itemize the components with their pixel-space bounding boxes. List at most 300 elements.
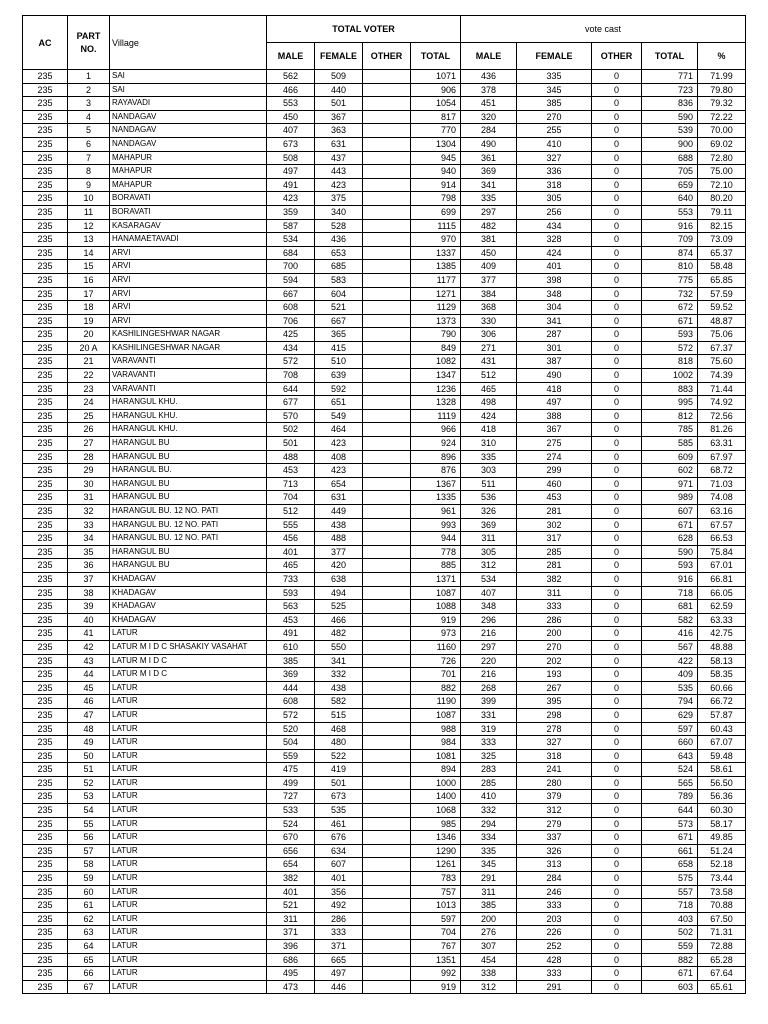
cell-other <box>363 586 411 600</box>
cell-total: 1373 <box>411 314 461 328</box>
cell-cast-other: 0 <box>592 708 642 722</box>
cell-male: 488 <box>267 450 315 464</box>
cell-village: LATUR <box>110 926 267 940</box>
cell-cast-total: 609 <box>642 450 698 464</box>
cell-other <box>363 572 411 586</box>
cell-male: 594 <box>267 273 315 287</box>
cell-village: HARANGUL BU <box>110 450 267 464</box>
header-village: Village <box>110 16 267 70</box>
cell-female: 367 <box>315 110 363 124</box>
cell-other <box>363 382 411 396</box>
cell-cast-other: 0 <box>592 572 642 586</box>
cell-female: 634 <box>315 844 363 858</box>
cell-male: 587 <box>267 219 315 233</box>
cell-village: HARANGUL BU. <box>110 464 267 478</box>
cell-part-no: 22 <box>68 369 110 383</box>
cell-percent: 59.48 <box>698 749 746 763</box>
cell-other <box>363 545 411 559</box>
cell-female: 631 <box>315 491 363 505</box>
cell-male: 654 <box>267 858 315 872</box>
cell-village: LATUR <box>110 967 267 981</box>
cell-cast-other: 0 <box>592 83 642 97</box>
table-row <box>23 980 746 994</box>
cell-cast-male: 490 <box>461 137 517 151</box>
cell-ac: 235 <box>23 722 68 736</box>
cell-cast-female: 193 <box>517 668 592 682</box>
cell-cast-total: 640 <box>642 192 698 206</box>
cell-cast-total: 723 <box>642 83 698 97</box>
cell-total: 885 <box>411 559 461 573</box>
cell-cast-male: 268 <box>461 681 517 695</box>
cell-ac: 235 <box>23 844 68 858</box>
cell-male: 572 <box>267 355 315 369</box>
cell-other <box>363 260 411 274</box>
cell-cast-other: 0 <box>592 477 642 491</box>
cell-total: 882 <box>411 681 461 695</box>
cell-other <box>363 110 411 124</box>
cell-village: KASHILINGESHWAR NAGAR <box>110 341 267 355</box>
cell-cast-male: 276 <box>461 926 517 940</box>
cell-total: 1346 <box>411 831 461 845</box>
cell-village: NANDAGAV <box>110 137 267 151</box>
cell-total: 778 <box>411 545 461 559</box>
cell-part-no: 47 <box>68 708 110 722</box>
cell-part-no: 44 <box>68 668 110 682</box>
cell-other <box>363 505 411 519</box>
cell-cast-total: 874 <box>642 246 698 260</box>
cell-percent: 42.75 <box>698 627 746 641</box>
cell-ac: 235 <box>23 409 68 423</box>
cell-total: 849 <box>411 341 461 355</box>
cell-cast-female: 284 <box>517 872 592 886</box>
cell-cast-total: 672 <box>642 301 698 315</box>
cell-female: 665 <box>315 953 363 967</box>
cell-cast-male: 305 <box>461 545 517 559</box>
cell-other <box>363 844 411 858</box>
cell-cast-other: 0 <box>592 192 642 206</box>
cell-part-no: 57 <box>68 844 110 858</box>
cell-cast-male: 320 <box>461 110 517 124</box>
cell-ac: 235 <box>23 137 68 151</box>
cell-cast-other: 0 <box>592 899 642 913</box>
cell-male: 684 <box>267 246 315 260</box>
cell-percent: 72.22 <box>698 110 746 124</box>
cell-village: LATUR <box>110 817 267 831</box>
cell-cast-other: 0 <box>592 314 642 328</box>
table-row <box>23 396 746 410</box>
cell-percent: 58.17 <box>698 817 746 831</box>
cell-female: 419 <box>315 763 363 777</box>
cell-cast-other: 0 <box>592 763 642 777</box>
cell-part-no: 43 <box>68 654 110 668</box>
cell-percent: 60.30 <box>698 804 746 818</box>
cell-total: 896 <box>411 450 461 464</box>
cell-cast-total: 785 <box>642 423 698 437</box>
cell-cast-total: 575 <box>642 872 698 886</box>
cell-ac: 235 <box>23 287 68 301</box>
cell-village: ARVI <box>110 260 267 274</box>
cell-part-no: 64 <box>68 940 110 954</box>
cell-female: 592 <box>315 382 363 396</box>
cell-female: 651 <box>315 396 363 410</box>
cell-cast-female: 490 <box>517 369 592 383</box>
cell-other <box>363 831 411 845</box>
cell-female: 528 <box>315 219 363 233</box>
cell-village: LATUR <box>110 858 267 872</box>
table-row <box>23 600 746 614</box>
cell-total: 970 <box>411 233 461 247</box>
cell-male: 667 <box>267 287 315 301</box>
cell-part-no: 50 <box>68 749 110 763</box>
table-row <box>23 328 746 342</box>
cell-percent: 67.50 <box>698 912 746 926</box>
cell-cast-female: 274 <box>517 450 592 464</box>
table-row <box>23 205 746 219</box>
cell-cast-total: 671 <box>642 831 698 845</box>
cell-female: 673 <box>315 790 363 804</box>
cell-percent: 73.44 <box>698 872 746 886</box>
table-row <box>23 708 746 722</box>
cell-female: 525 <box>315 600 363 614</box>
cell-part-no: 6 <box>68 137 110 151</box>
cell-male: 727 <box>267 790 315 804</box>
cell-ac: 235 <box>23 477 68 491</box>
cell-cast-female: 333 <box>517 967 592 981</box>
table-row <box>23 355 746 369</box>
cell-total: 1335 <box>411 491 461 505</box>
cell-cast-male: 331 <box>461 708 517 722</box>
cell-village: HARANGUL KHU. <box>110 423 267 437</box>
cell-part-no: 61 <box>68 899 110 913</box>
table-row <box>23 477 746 491</box>
cell-male: 562 <box>267 70 315 84</box>
cell-ac: 235 <box>23 776 68 790</box>
cell-cast-total: 789 <box>642 790 698 804</box>
table-row <box>23 70 746 84</box>
cell-female: 510 <box>315 355 363 369</box>
cell-village: ARVI <box>110 314 267 328</box>
table-row <box>23 260 746 274</box>
cell-other <box>363 872 411 886</box>
cell-percent: 66.05 <box>698 586 746 600</box>
cell-part-no: 14 <box>68 246 110 260</box>
cell-male: 534 <box>267 233 315 247</box>
cell-percent: 74.92 <box>698 396 746 410</box>
cell-total: 1328 <box>411 396 461 410</box>
cell-cast-other: 0 <box>592 953 642 967</box>
cell-part-no: 55 <box>68 817 110 831</box>
cell-percent: 58.48 <box>698 260 746 274</box>
cell-other <box>363 980 411 994</box>
cell-cast-other: 0 <box>592 450 642 464</box>
cell-cast-total: 553 <box>642 205 698 219</box>
table-row <box>23 273 746 287</box>
cell-female: 468 <box>315 722 363 736</box>
cell-cast-other: 0 <box>592 287 642 301</box>
cell-cast-male: 384 <box>461 287 517 301</box>
cell-cast-male: 220 <box>461 654 517 668</box>
cell-part-no: 56 <box>68 831 110 845</box>
cell-village: VARAVANTI <box>110 355 267 369</box>
cell-female: 449 <box>315 505 363 519</box>
cell-village: KHADAGAV <box>110 586 267 600</box>
cell-cast-total: 709 <box>642 233 698 247</box>
cell-cast-total: 628 <box>642 532 698 546</box>
cell-cast-total: 403 <box>642 912 698 926</box>
header-cast-male: MALE <box>461 43 517 70</box>
table-row <box>23 695 746 709</box>
cell-cast-female: 304 <box>517 301 592 315</box>
cell-cast-other: 0 <box>592 600 642 614</box>
cell-cast-total: 836 <box>642 97 698 111</box>
cell-percent: 66.53 <box>698 532 746 546</box>
cell-total: 1400 <box>411 790 461 804</box>
cell-other <box>363 423 411 437</box>
cell-part-no: 66 <box>68 967 110 981</box>
table-row <box>23 151 746 165</box>
cell-ac: 235 <box>23 953 68 967</box>
cell-cast-other: 0 <box>592 858 642 872</box>
header-ac: AC <box>23 16 68 70</box>
cell-cast-other: 0 <box>592 980 642 994</box>
cell-total: 790 <box>411 328 461 342</box>
cell-male: 677 <box>267 396 315 410</box>
cell-ac: 235 <box>23 70 68 84</box>
cell-other <box>363 885 411 899</box>
cell-cast-female: 387 <box>517 355 592 369</box>
cell-ac: 235 <box>23 532 68 546</box>
cell-village: VARAVANTI <box>110 369 267 383</box>
cell-male: 385 <box>267 654 315 668</box>
cell-cast-other: 0 <box>592 233 642 247</box>
cell-female: 583 <box>315 273 363 287</box>
table-row <box>23 287 746 301</box>
cell-cast-other: 0 <box>592 681 642 695</box>
cell-part-no: 26 <box>68 423 110 437</box>
cell-female: 639 <box>315 369 363 383</box>
cell-part-no: 51 <box>68 763 110 777</box>
header-cast-percent: % <box>698 43 746 70</box>
cell-cast-female: 301 <box>517 341 592 355</box>
cell-percent: 81.26 <box>698 423 746 437</box>
cell-part-no: 13 <box>68 233 110 247</box>
header-vote-cast: vote cast <box>461 16 746 43</box>
table-row <box>23 450 746 464</box>
cell-ac: 235 <box>23 600 68 614</box>
cell-other <box>363 192 411 206</box>
cell-other <box>363 233 411 247</box>
table-row <box>23 246 746 260</box>
cell-male: 608 <box>267 301 315 315</box>
cell-male: 473 <box>267 980 315 994</box>
cell-cast-other: 0 <box>592 804 642 818</box>
cell-cast-female: 270 <box>517 110 592 124</box>
cell-cast-total: 585 <box>642 437 698 451</box>
cell-total: 1068 <box>411 804 461 818</box>
cell-total: 1236 <box>411 382 461 396</box>
cell-cast-total: 812 <box>642 409 698 423</box>
header-total-female: FEMALE <box>315 43 363 70</box>
cell-other <box>363 124 411 138</box>
table-row <box>23 926 746 940</box>
cell-total: 1087 <box>411 708 461 722</box>
cell-cast-female: 326 <box>517 844 592 858</box>
cell-male: 524 <box>267 817 315 831</box>
cell-other <box>363 273 411 287</box>
cell-total: 992 <box>411 967 461 981</box>
cell-cast-total: 810 <box>642 260 698 274</box>
cell-female: 549 <box>315 409 363 423</box>
cell-percent: 67.97 <box>698 450 746 464</box>
cell-cast-male: 498 <box>461 396 517 410</box>
cell-cast-male: 536 <box>461 491 517 505</box>
cell-cast-other: 0 <box>592 586 642 600</box>
cell-cast-male: 512 <box>461 369 517 383</box>
cell-male: 425 <box>267 328 315 342</box>
cell-part-no: 18 <box>68 301 110 315</box>
cell-male: 502 <box>267 423 315 437</box>
cell-ac: 235 <box>23 885 68 899</box>
cell-male: 495 <box>267 967 315 981</box>
cell-cast-female: 203 <box>517 912 592 926</box>
cell-ac: 235 <box>23 831 68 845</box>
table-row <box>23 613 746 627</box>
cell-village: LATUR <box>110 912 267 926</box>
cell-cast-female: 298 <box>517 708 592 722</box>
cell-female: 371 <box>315 940 363 954</box>
cell-ac: 235 <box>23 83 68 97</box>
cell-other <box>363 817 411 831</box>
table-row <box>23 219 746 233</box>
cell-other <box>363 790 411 804</box>
cell-part-no: 4 <box>68 110 110 124</box>
cell-male: 401 <box>267 885 315 899</box>
cell-cast-male: 307 <box>461 940 517 954</box>
cell-female: 332 <box>315 668 363 682</box>
cell-ac: 235 <box>23 355 68 369</box>
cell-ac: 235 <box>23 654 68 668</box>
cell-cast-female: 267 <box>517 681 592 695</box>
table-row <box>23 654 746 668</box>
cell-cast-male: 385 <box>461 899 517 913</box>
cell-percent: 63.33 <box>698 613 746 627</box>
cell-percent: 75.00 <box>698 165 746 179</box>
cell-other <box>363 967 411 981</box>
cell-ac: 235 <box>23 233 68 247</box>
cell-other <box>363 640 411 654</box>
cell-ac: 235 <box>23 205 68 219</box>
cell-male: 572 <box>267 708 315 722</box>
cell-village: HANAMAETAVADI <box>110 233 267 247</box>
cell-other <box>363 341 411 355</box>
cell-male: 570 <box>267 409 315 423</box>
cell-total: 906 <box>411 83 461 97</box>
cell-male: 434 <box>267 341 315 355</box>
cell-male: 673 <box>267 137 315 151</box>
cell-percent: 65.28 <box>698 953 746 967</box>
cell-other <box>363 287 411 301</box>
cell-village: HARANGUL BU. 12 NO. PATI <box>110 518 267 532</box>
cell-cast-female: 299 <box>517 464 592 478</box>
cell-ac: 235 <box>23 192 68 206</box>
table-row <box>23 505 746 519</box>
cell-cast-other: 0 <box>592 940 642 954</box>
cell-cast-male: 334 <box>461 831 517 845</box>
cell-cast-other: 0 <box>592 559 642 573</box>
cell-cast-other: 0 <box>592 178 642 192</box>
cell-cast-female: 410 <box>517 137 592 151</box>
cell-total: 1271 <box>411 287 461 301</box>
cell-total: 798 <box>411 192 461 206</box>
cell-cast-male: 338 <box>461 967 517 981</box>
cell-male: 371 <box>267 926 315 940</box>
cell-percent: 79.80 <box>698 83 746 97</box>
cell-other <box>363 246 411 260</box>
cell-cast-female: 382 <box>517 572 592 586</box>
cell-part-no: 27 <box>68 437 110 451</box>
cell-cast-total: 572 <box>642 341 698 355</box>
cell-total: 701 <box>411 668 461 682</box>
cell-part-no: 36 <box>68 559 110 573</box>
cell-other <box>363 97 411 111</box>
cell-ac: 235 <box>23 559 68 573</box>
cell-ac: 235 <box>23 912 68 926</box>
cell-total: 973 <box>411 627 461 641</box>
cell-cast-male: 410 <box>461 790 517 804</box>
cell-percent: 49.85 <box>698 831 746 845</box>
cell-male: 382 <box>267 872 315 886</box>
cell-village: NANDAGAV <box>110 110 267 124</box>
cell-cast-male: 451 <box>461 97 517 111</box>
cell-female: 461 <box>315 817 363 831</box>
cell-cast-other: 0 <box>592 926 642 940</box>
cell-female: 375 <box>315 192 363 206</box>
cell-cast-male: 399 <box>461 695 517 709</box>
table-row <box>23 97 746 111</box>
cell-percent: 58.35 <box>698 668 746 682</box>
cell-cast-other: 0 <box>592 464 642 478</box>
cell-female: 341 <box>315 654 363 668</box>
cell-cast-female: 367 <box>517 423 592 437</box>
cell-ac: 235 <box>23 341 68 355</box>
cell-other <box>363 328 411 342</box>
cell-total: 966 <box>411 423 461 437</box>
table-row <box>23 545 746 559</box>
cell-other <box>363 83 411 97</box>
table-row <box>23 776 746 790</box>
cell-cast-other: 0 <box>592 627 642 641</box>
cell-village: LATUR <box>110 776 267 790</box>
cell-percent: 71.03 <box>698 477 746 491</box>
cell-ac: 235 <box>23 151 68 165</box>
cell-village: SAI <box>110 83 267 97</box>
table-row <box>23 233 746 247</box>
cell-village: KASHILINGESHWAR NAGAR <box>110 328 267 342</box>
table-row <box>23 409 746 423</box>
cell-cast-female: 278 <box>517 722 592 736</box>
cell-ac: 235 <box>23 872 68 886</box>
cell-cast-male: 306 <box>461 328 517 342</box>
cell-ac: 235 <box>23 273 68 287</box>
cell-cast-other: 0 <box>592 382 642 396</box>
cell-total: 894 <box>411 763 461 777</box>
cell-male: 450 <box>267 110 315 124</box>
cell-part-no: 1 <box>68 70 110 84</box>
cell-cast-female: 200 <box>517 627 592 641</box>
cell-village: LATUR <box>110 953 267 967</box>
cell-female: 377 <box>315 545 363 559</box>
cell-cast-male: 294 <box>461 817 517 831</box>
